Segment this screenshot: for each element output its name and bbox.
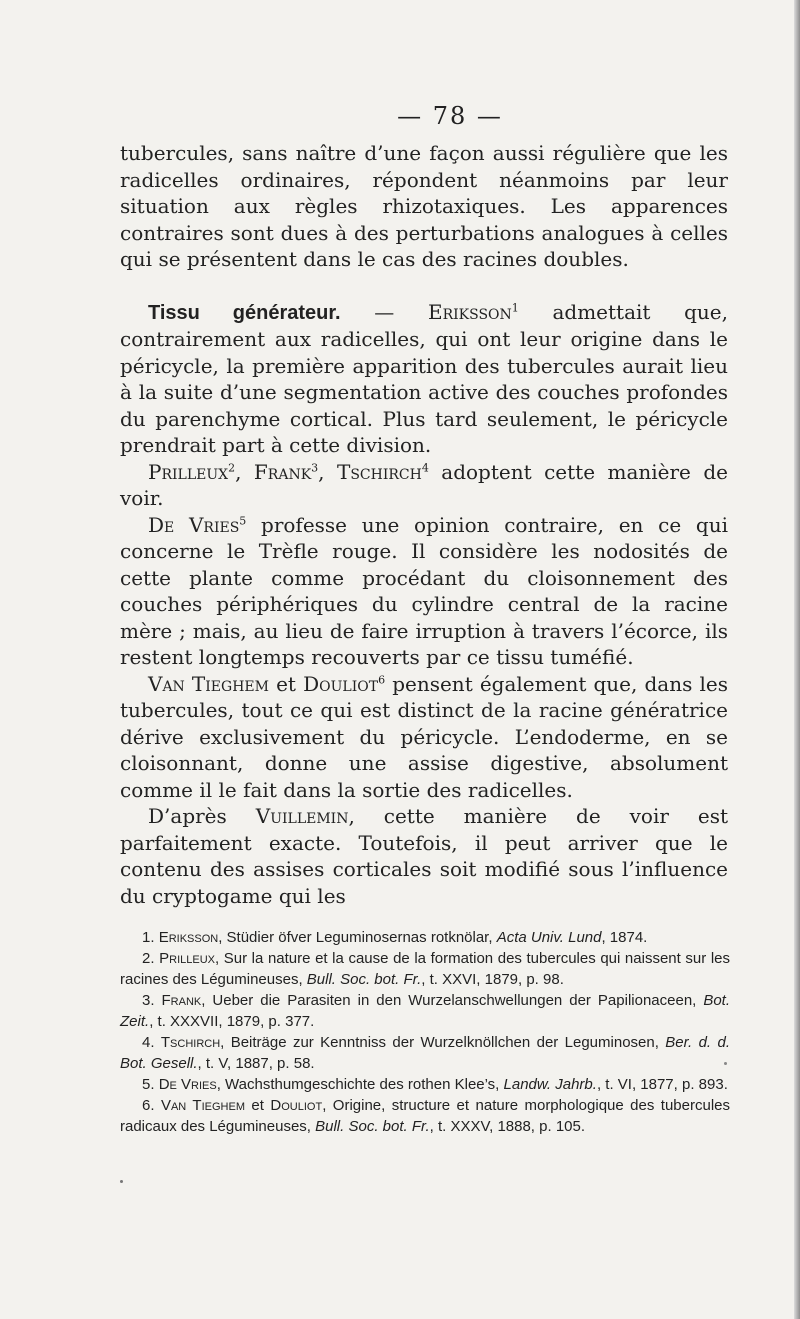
footnote-source: Ber. d. d. Bot. Gesell. <box>120 1034 730 1072</box>
footnote-source: Bull. Soc. bot. Fr. <box>306 971 422 988</box>
body-text <box>120 140 728 909</box>
footnote-tail: , t. XXXV, 1888, p. 105. <box>429 1118 586 1135</box>
paragraph-intro: tubercules, sans naître d’une façon aussi régulière que les radicelles ordinaires, répondent néanmoins par leur situation aux règles rhizotaxiques. Les apparences contraires sont dues à des perturbations analogues à celles qui se présentent dans le cas des racines doubles. <box>120 141 728 271</box>
conjunction: et <box>268 671 304 696</box>
footnote-ref-1: 1 <box>511 300 519 314</box>
footnote-number: 3. <box>142 992 155 1009</box>
author-de-vries: De Vries <box>148 512 240 537</box>
footnote-source: Bot. Zeit. <box>120 992 731 1030</box>
footnote-tail: , t. VI, 1877, p. 893. <box>596 1076 728 1093</box>
paragraph-text: pensent également que, dans les tubercules, tout ce qui est distinct de la racine génératrice dérive exclusivement du péricycle. L’endoderme, en se cloisonnant, donne une assise digestive, absolument comme il le fait dans la sortie des radicelles. <box>120 671 728 802</box>
footnote-ref-6: 6 <box>378 672 386 686</box>
paragraph-vuillemin <box>120 803 728 909</box>
footnote-number: 2. <box>142 950 155 967</box>
footnote-source: Acta Univ. Lund <box>496 929 602 946</box>
paragraph-text: , cette manière de voir est parfaitement exacte. Toutefois, il peut arriver que le contenu des assises corticales soit modifié sous l’influence du cryptogame qui les <box>120 804 729 908</box>
footnote-author: Frank <box>161 992 202 1009</box>
footnote-3 <box>120 990 730 1032</box>
footnote-number: 5. <box>142 1076 155 1093</box>
footnote-6 <box>120 1095 730 1137</box>
footnote-author: Tschirch <box>160 1034 221 1051</box>
footnote-number: 1. <box>142 929 155 946</box>
footnote-author: Eriksson <box>158 929 219 946</box>
paragraph-prefix: D’après <box>148 804 256 828</box>
paragraph-text: professe une opinion contraire, en ce qui concerne le Trèfle rouge. Il considère les nodosités de cette plante comme procédant du cloisonnement des couches périphériques du cylindre central de la racine mère ; mais, au lieu de faire irruption à travers l’écorce, ils restent longtemps recouverts par ce tissu tuméfié. <box>120 512 728 669</box>
footnote-title: , Origine, structure et nature morphologique des tubercules radicaux des Légumineuses, <box>120 1097 730 1135</box>
footnote-ref-3: 3 <box>311 460 319 474</box>
paragraph-text: adoptent cette manière de voir. <box>120 459 728 510</box>
section-heading: Tissu générateur. <box>148 301 341 324</box>
footnote-number: 6. <box>142 1097 155 1114</box>
footnote-title: , Ueber die Parasiten in den Wurzelanschwellungen der Papilionaceen, <box>201 992 704 1009</box>
page-speck <box>120 1180 123 1183</box>
footnote-4 <box>120 1032 730 1074</box>
author-van-tieghem: Van Tieghem <box>148 671 269 696</box>
footnote-tail: , 1874. <box>601 929 648 946</box>
author-tschirch: Tschirch <box>336 459 422 484</box>
footnote-author: Van Tieghem <box>160 1097 245 1114</box>
author-frank: Frank <box>253 459 312 484</box>
footnote-number: 4. <box>142 1034 155 1051</box>
footnote-author: Douliot <box>270 1097 323 1114</box>
page-edge-shadow <box>794 0 800 1319</box>
footnote-1 <box>120 927 730 948</box>
footnote-5 <box>120 1074 730 1095</box>
footnote-ref-2: 2 <box>228 460 236 474</box>
footnote-ref-4: 4 <box>421 460 429 474</box>
heading-dash: — <box>340 299 428 324</box>
footnote-title: , Wachsthumgeschichte des rothen Klee’s, <box>216 1076 504 1093</box>
paragraph-van-tieghem <box>120 671 728 804</box>
separator: , <box>235 459 254 484</box>
author-eriksson: Eriksson <box>427 299 512 324</box>
footnote-2 <box>120 948 730 990</box>
page-number: — 78 — <box>397 102 503 130</box>
footnote-conjunction: et <box>244 1097 271 1114</box>
footnote-source: Landw. Jahrb. <box>503 1076 597 1093</box>
footnote-author: Prilleux <box>159 950 215 967</box>
footnote-tail: , t. XXXVII, 1879, p. 377. <box>149 1013 315 1030</box>
footnote-ref-5: 5 <box>239 513 247 527</box>
separator: , <box>318 459 337 484</box>
footnote-source: Bull. Soc. bot. Fr. <box>315 1118 430 1135</box>
footnote-title: , Stüdier öfver Leguminosernas rotknölar, <box>218 929 497 946</box>
footnotes <box>120 927 730 1137</box>
paragraph-text: admettait que, contrairement aux radicelles, qui ont leur origine dans le péricycle, la première apparition des tubercules aurait lieu à la suite d’une segmentation active des couches profondes du parenchyme cortical. Plus tard seulement, le péricycle prendrait part à cette division. <box>120 299 728 457</box>
author-vuillemin: Vuillemin <box>255 804 349 828</box>
paragraph-tissu-generateur <box>120 299 728 459</box>
footnote-title: , Beiträge zur Kenntniss der Wurzelknöllchen der Leguminosen, <box>220 1034 666 1051</box>
paragraph-de-vries <box>120 512 728 671</box>
footnote-author: De Vries <box>158 1076 217 1093</box>
author-prilleux: Prilleux <box>148 459 229 484</box>
paragraph-prilleux <box>120 459 728 512</box>
footnote-title: , Sur la nature et la cause de la formation des tubercules qui naissent sur les racines des Légumineuses, <box>120 950 731 988</box>
author-douliot: Douliot <box>303 671 379 696</box>
footnote-tail: , t. XXVI, 1879, p. 98. <box>421 971 564 988</box>
footnote-tail: , t. V, 1887, p. 58. <box>197 1055 315 1072</box>
